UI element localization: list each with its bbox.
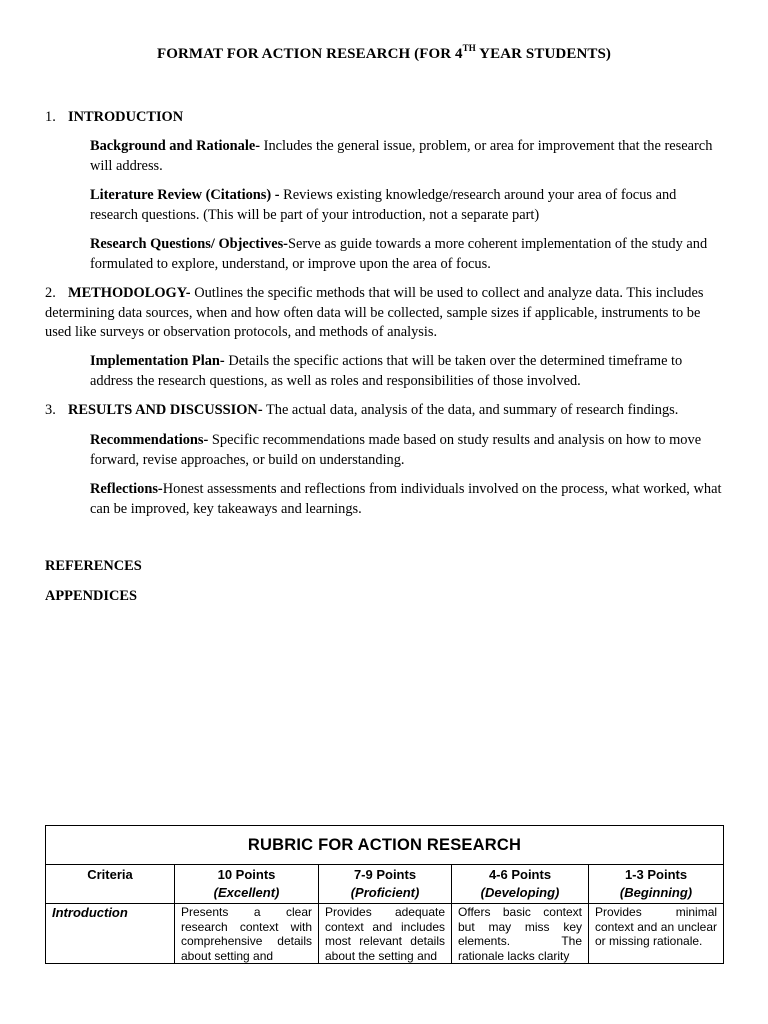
title-superscript: TH <box>462 43 476 53</box>
rubric-cell-proficient: Provides adequate context and includes most relevant details about the setting and <box>319 904 452 964</box>
references-heading: REFERENCES <box>45 558 142 574</box>
section-results-discussion: 3. RESULTS AND DISCUSSION- The actual data, analysis of the data, and summary of research findings. <box>45 401 721 421</box>
item-reflections: Reflections-Honest assessments and reflections from individuals involved on the process, what worked, what can be improved, key takeaways and learnings. <box>90 481 722 517</box>
item-literature-review: Literature Review (Citations) - Reviews existing knowledge/research around your area of focus and research questions. (This will be part of your introduction, not a separate part) <box>90 187 677 223</box>
item-label: Recommendations- <box>90 432 209 448</box>
rubric-cell-excellent: Presents a clear research context with comprehensive details about setting and <box>175 904 319 964</box>
criteria-cell: Introduction <box>46 904 175 964</box>
header-proficient: 7-9 Points (Proficient) <box>319 865 452 904</box>
section-heading: METHODOLOGY- <box>68 285 191 301</box>
item-implementation-plan: Implementation Plan- Details the specific actions that will be taken over the determined timeframe to address the research questions, as well as roles and responsibilities of those involved. <box>90 353 683 389</box>
header-beginning: 1-3 Points (Beginning) <box>589 865 724 904</box>
header-criteria: Criteria <box>46 865 175 904</box>
item-label: Implementation Plan- <box>90 353 225 369</box>
item-label: Reflections- <box>90 481 163 497</box>
section-introduction <box>45 108 721 128</box>
rubric-table <box>45 825 724 964</box>
item-label: Research Questions/ Objectives- <box>90 236 288 252</box>
header-excellent: 10 Points (Excellent) <box>175 865 319 904</box>
rubric-header-row <box>46 865 724 904</box>
section-heading: RESULTS AND DISCUSSION- <box>68 402 263 418</box>
appendices-heading: APPENDICES <box>45 588 137 604</box>
item-label: Background and Rationale- <box>90 138 261 154</box>
document-title: FORMAT FOR ACTION RESEARCH (FOR 4TH YEAR STUDENTS) <box>156 43 612 62</box>
section-methodology: 2. METHODOLOGY- Outlines the specific methods that will be used to collect and analyze data. This includes determining data sources, when and how often data will be collected, sample sizes if applicable, instruments to be used like surveys or observation protocols, and methods of analysis. <box>45 285 704 340</box>
item-recommendations: Recommendations- Specific recommendations made based on study results and analysis on how to move forward, revise approaches, or build on understanding. <box>90 432 702 468</box>
item-research-questions: Research Questions/ Objectives-Serve as guide towards a more coherent implementation of the study and formulated to explore, understand, or improve upon the area of focus. <box>90 236 708 272</box>
section-number: 3. <box>45 402 56 418</box>
rubric-cell-developing: Offers basic context but may miss key elements. The rationale lacks clarity <box>452 904 589 964</box>
section-number: 1. <box>45 109 56 125</box>
section-heading: INTRODUCTION <box>68 109 184 125</box>
section-number: 2. <box>45 285 56 301</box>
header-developing: 4-6 Points (Developing) <box>452 865 589 904</box>
item-label: Literature Review (Citations) - <box>90 187 280 203</box>
rubric-cell-beginning: Provides minimal context and an unclear or missing rationale. <box>589 904 724 964</box>
rubric-title: RUBRIC FOR ACTION RESEARCH <box>46 826 724 865</box>
table-row <box>46 904 724 964</box>
item-background-rationale: Background and Rationale- Includes the general issue, problem, or area for improvement that the research will address. <box>90 138 713 174</box>
